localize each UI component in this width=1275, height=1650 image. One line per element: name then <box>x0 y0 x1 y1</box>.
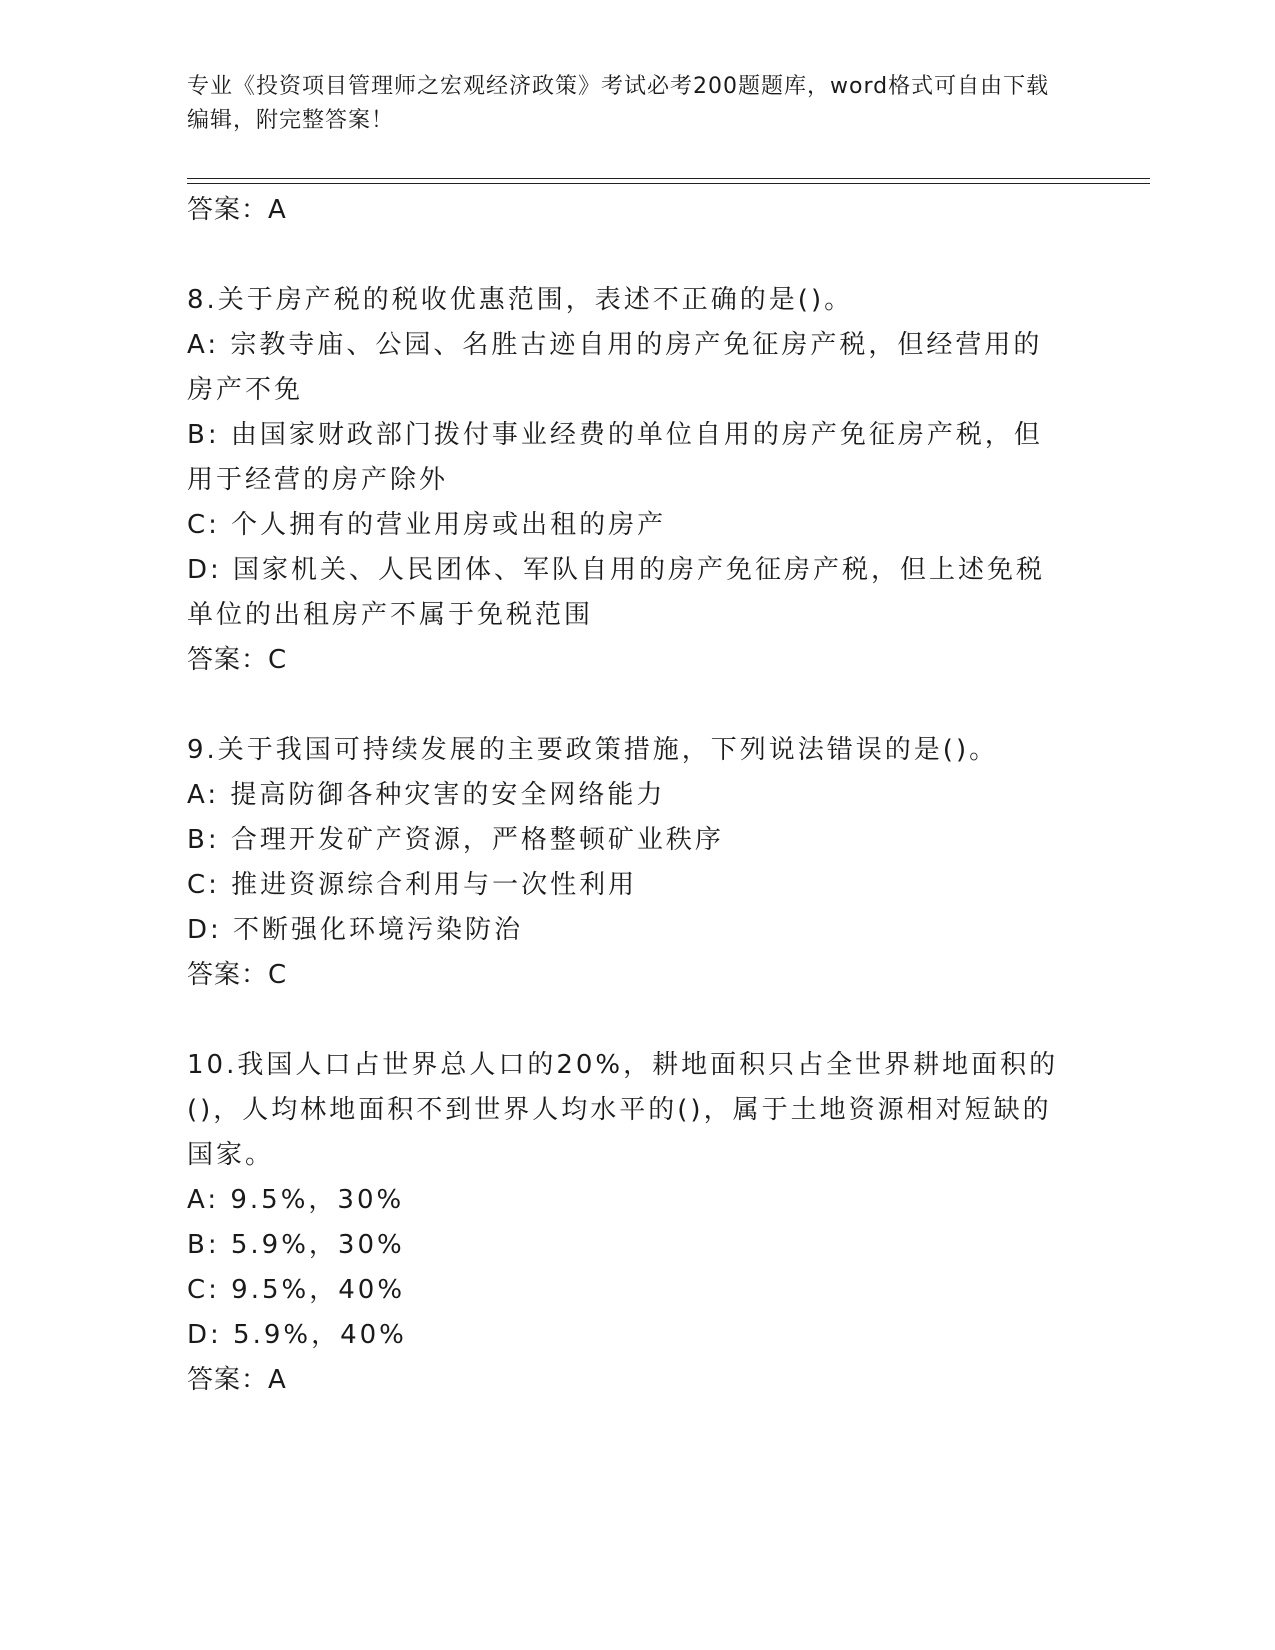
option-d: D: 5.9%，40% <box>187 1320 407 1350</box>
header-divider <box>187 178 1150 179</box>
question-stem: 8.关于房产税的税收优惠范围，表述不正确的是()。 <box>187 285 854 315</box>
answer-line: 答案：A <box>187 1365 287 1395</box>
option-d: D: 国家机关、人民团体、军队自用的房产免征房产税，但上述免税单位的出租房产不属于免税范围 <box>187 555 1046 630</box>
question-stem: 10.我国人口占世界总人口的20%，耕地面积只占全世界耕地面积的()，人均林地面积不到世界人均水平的()，属于土地资源相对短缺的国家。 <box>187 1050 1059 1170</box>
answer-line: 答案：C <box>187 645 288 675</box>
document-body <box>187 188 1067 1403</box>
option-a: A: 提高防御各种灾害的安全网络能力 <box>187 780 666 810</box>
question-8 <box>187 278 1067 683</box>
option-b: B: 由国家财政部门拨付事业经费的单位自用的房产免征房产税，但用于经营的房产除外 <box>187 420 1043 495</box>
option-b: B: 合理开发矿产资源，严格整顿矿业秩序 <box>187 825 724 855</box>
question-stem: 9.关于我国可持续发展的主要政策措施，下列说法错误的是()。 <box>187 735 999 765</box>
header-divider-secondary <box>187 183 1150 184</box>
option-c: C: 推进资源综合利用与一次性利用 <box>187 870 638 900</box>
option-c: C: 9.5%，40% <box>187 1275 406 1305</box>
option-b: B: 5.9%，30% <box>187 1230 405 1260</box>
option-a: A: 9.5%，30% <box>187 1185 405 1215</box>
question-10 <box>187 1043 1067 1403</box>
option-d: D: 不断强化环境污染防治 <box>187 915 524 945</box>
answer-line: 答案：C <box>187 960 288 990</box>
option-a: A: 宗教寺庙、公园、名胜古迹自用的房产免征房产税，但经营用的房产不免 <box>187 330 1043 405</box>
option-c: C: 个人拥有的营业用房或出租的房产 <box>187 510 667 540</box>
page-header: 专业《投资项目管理师之宏观经济政策》考试必考200题题库，word格式可自由下载编辑，附完整答案！ <box>187 74 1050 133</box>
question-9 <box>187 728 1067 998</box>
answer-line: 答案：A <box>187 195 287 225</box>
